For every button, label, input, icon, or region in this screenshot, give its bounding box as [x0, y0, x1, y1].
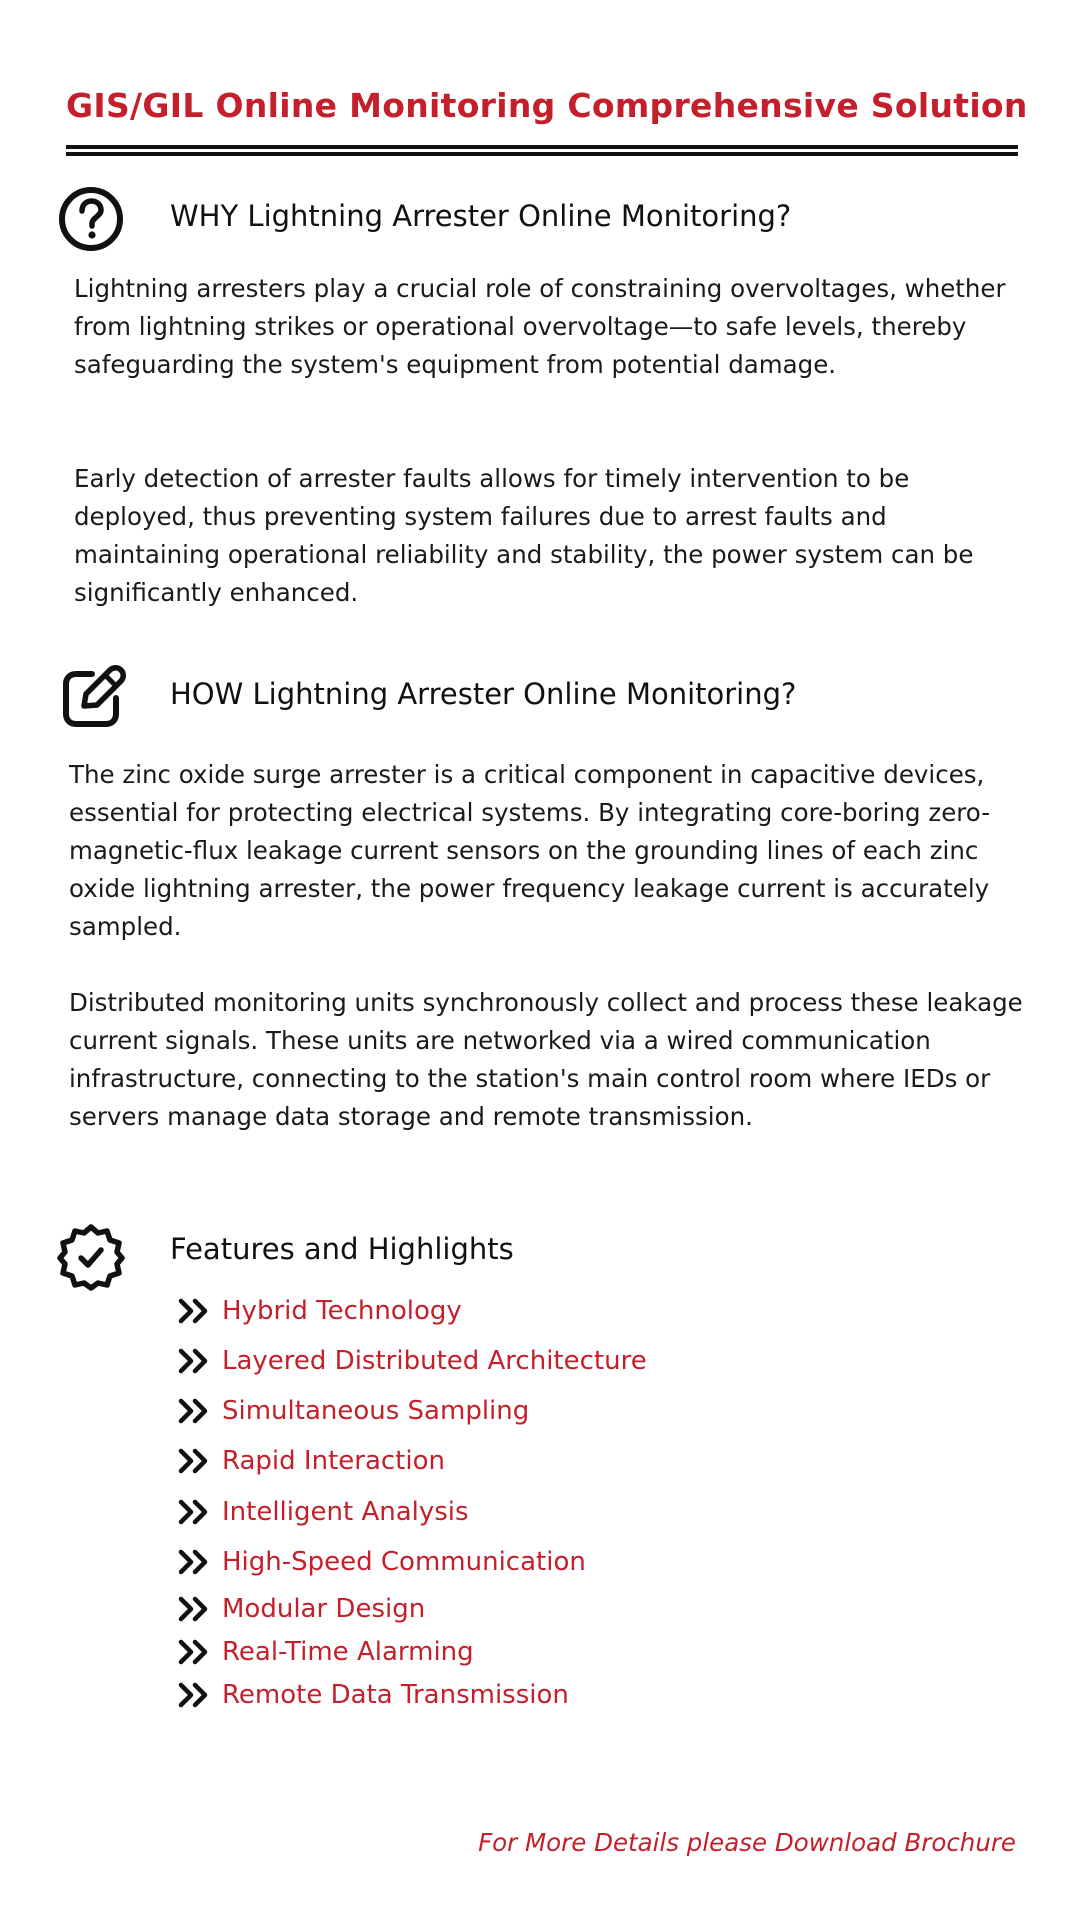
double-chevron-right-icon — [178, 1639, 212, 1665]
feature-item — [178, 1637, 474, 1667]
verified-badge-icon — [56, 1222, 126, 1292]
double-chevron-right-icon — [178, 1298, 212, 1324]
feature-label: Simultaneous Sampling — [222, 1396, 530, 1426]
double-chevron-right-icon — [178, 1596, 212, 1622]
feature-item — [178, 1497, 469, 1527]
double-chevron-right-icon — [178, 1348, 212, 1374]
double-chevron-right-icon — [178, 1682, 212, 1708]
feature-label: Intelligent Analysis — [222, 1497, 469, 1527]
question-circle-icon — [56, 184, 126, 254]
why-paragraph-2: Early detection of arrester faults allows for timely intervention to be deployed, thus preventing system failures due to arrest faults and maintaining operational reliability and stability, the power system can be significantly enhanced. — [74, 464, 974, 607]
feature-item — [178, 1680, 569, 1710]
feature-label: Real-Time Alarming — [222, 1637, 474, 1667]
double-chevron-right-icon — [178, 1549, 212, 1575]
how-paragraph-1: The zinc oxide surge arrester is a critical component in capacitive devices, essential for protecting electrical systems. By integrating core-boring zero-magnetic-flux leakage current sensors on the grounding lines of each zinc oxide lightning arrester, the power frequency leakage current is accurately sampled. — [69, 760, 991, 941]
feature-item — [178, 1296, 462, 1326]
feature-label: High-Speed Communication — [222, 1547, 586, 1577]
double-chevron-right-icon — [178, 1398, 212, 1424]
feature-label: Modular Design — [222, 1594, 426, 1624]
feature-item — [178, 1396, 529, 1426]
feature-label: Layered Distributed Architecture — [222, 1346, 647, 1376]
double-chevron-right-icon — [178, 1499, 212, 1525]
page-title: GIS/GIL Online Monitoring Comprehensive Solution — [66, 86, 1028, 125]
double-chevron-right-icon — [178, 1448, 212, 1474]
edit-square-icon — [58, 662, 128, 732]
feature-label: Hybrid Technology — [222, 1296, 462, 1326]
feature-item — [178, 1446, 445, 1476]
feature-label: Remote Data Transmission — [222, 1680, 569, 1710]
feature-item — [178, 1346, 647, 1376]
features-heading: Features and Highlights — [170, 1232, 514, 1266]
why-heading: WHY Lightning Arrester Online Monitoring? — [170, 199, 792, 233]
feature-item — [178, 1594, 425, 1624]
how-heading: HOW Lightning Arrester Online Monitoring? — [170, 677, 797, 711]
why-paragraph-1: Lightning arresters play a crucial role of constraining overvoltages, whether from lightning strikes or operational overvoltage—to safe levels, thereby safeguarding the system's equipment from potential damage. — [74, 274, 1006, 379]
download-brochure-link[interactable]: For More Details please Download Brochure — [478, 1828, 1016, 1857]
feature-item — [178, 1547, 586, 1577]
feature-label: Rapid Interaction — [222, 1446, 445, 1476]
title-rule-top — [66, 145, 1018, 149]
how-paragraph-2: Distributed monitoring units synchronously collect and process these leakage current signals. These units are networked via a wired communication infrastructure, connecting to the station's main control room where IEDs or servers manage data storage and remote transmission. — [69, 988, 1023, 1131]
title-rule-bottom — [66, 152, 1018, 156]
